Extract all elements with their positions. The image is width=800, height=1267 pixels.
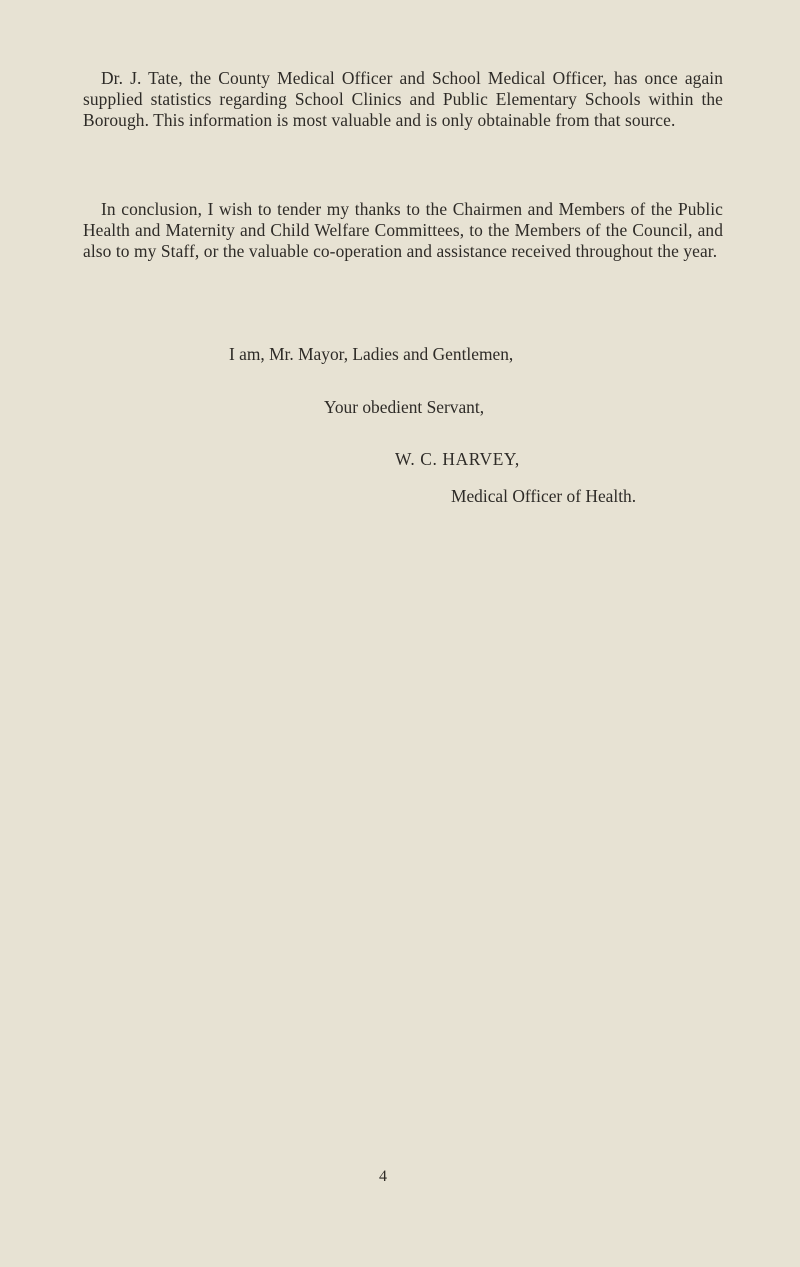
page-number: 4 xyxy=(379,1168,387,1185)
closing-salutation: I am, Mr. Mayor, Ladies and Gentlemen, xyxy=(229,344,514,364)
paragraph-statistics-acknowledgement: Dr. J. Tate, the County Medical Officer and School Medical Officer, has once again supplied statistics regarding School Clinics and Public Elementary Schools within the Borough. This information is most valuable and is only obtainable from that source. xyxy=(83,68,723,131)
signer-title: Medical Officer of Health. xyxy=(451,486,637,506)
signer-name: W. C. HARVEY, xyxy=(395,449,520,469)
paragraph-conclusion-thanks: In conclusion, I wish to tender my thanks to the Chairmen and Members of the Public Health and Maternity and Child Welfare Committees, to the Members of the Council, and also to my Staff, or the valuable co-operation and assistance received throughout the year. xyxy=(83,199,723,262)
closing-servant: Your obedient Servant, xyxy=(324,397,485,417)
